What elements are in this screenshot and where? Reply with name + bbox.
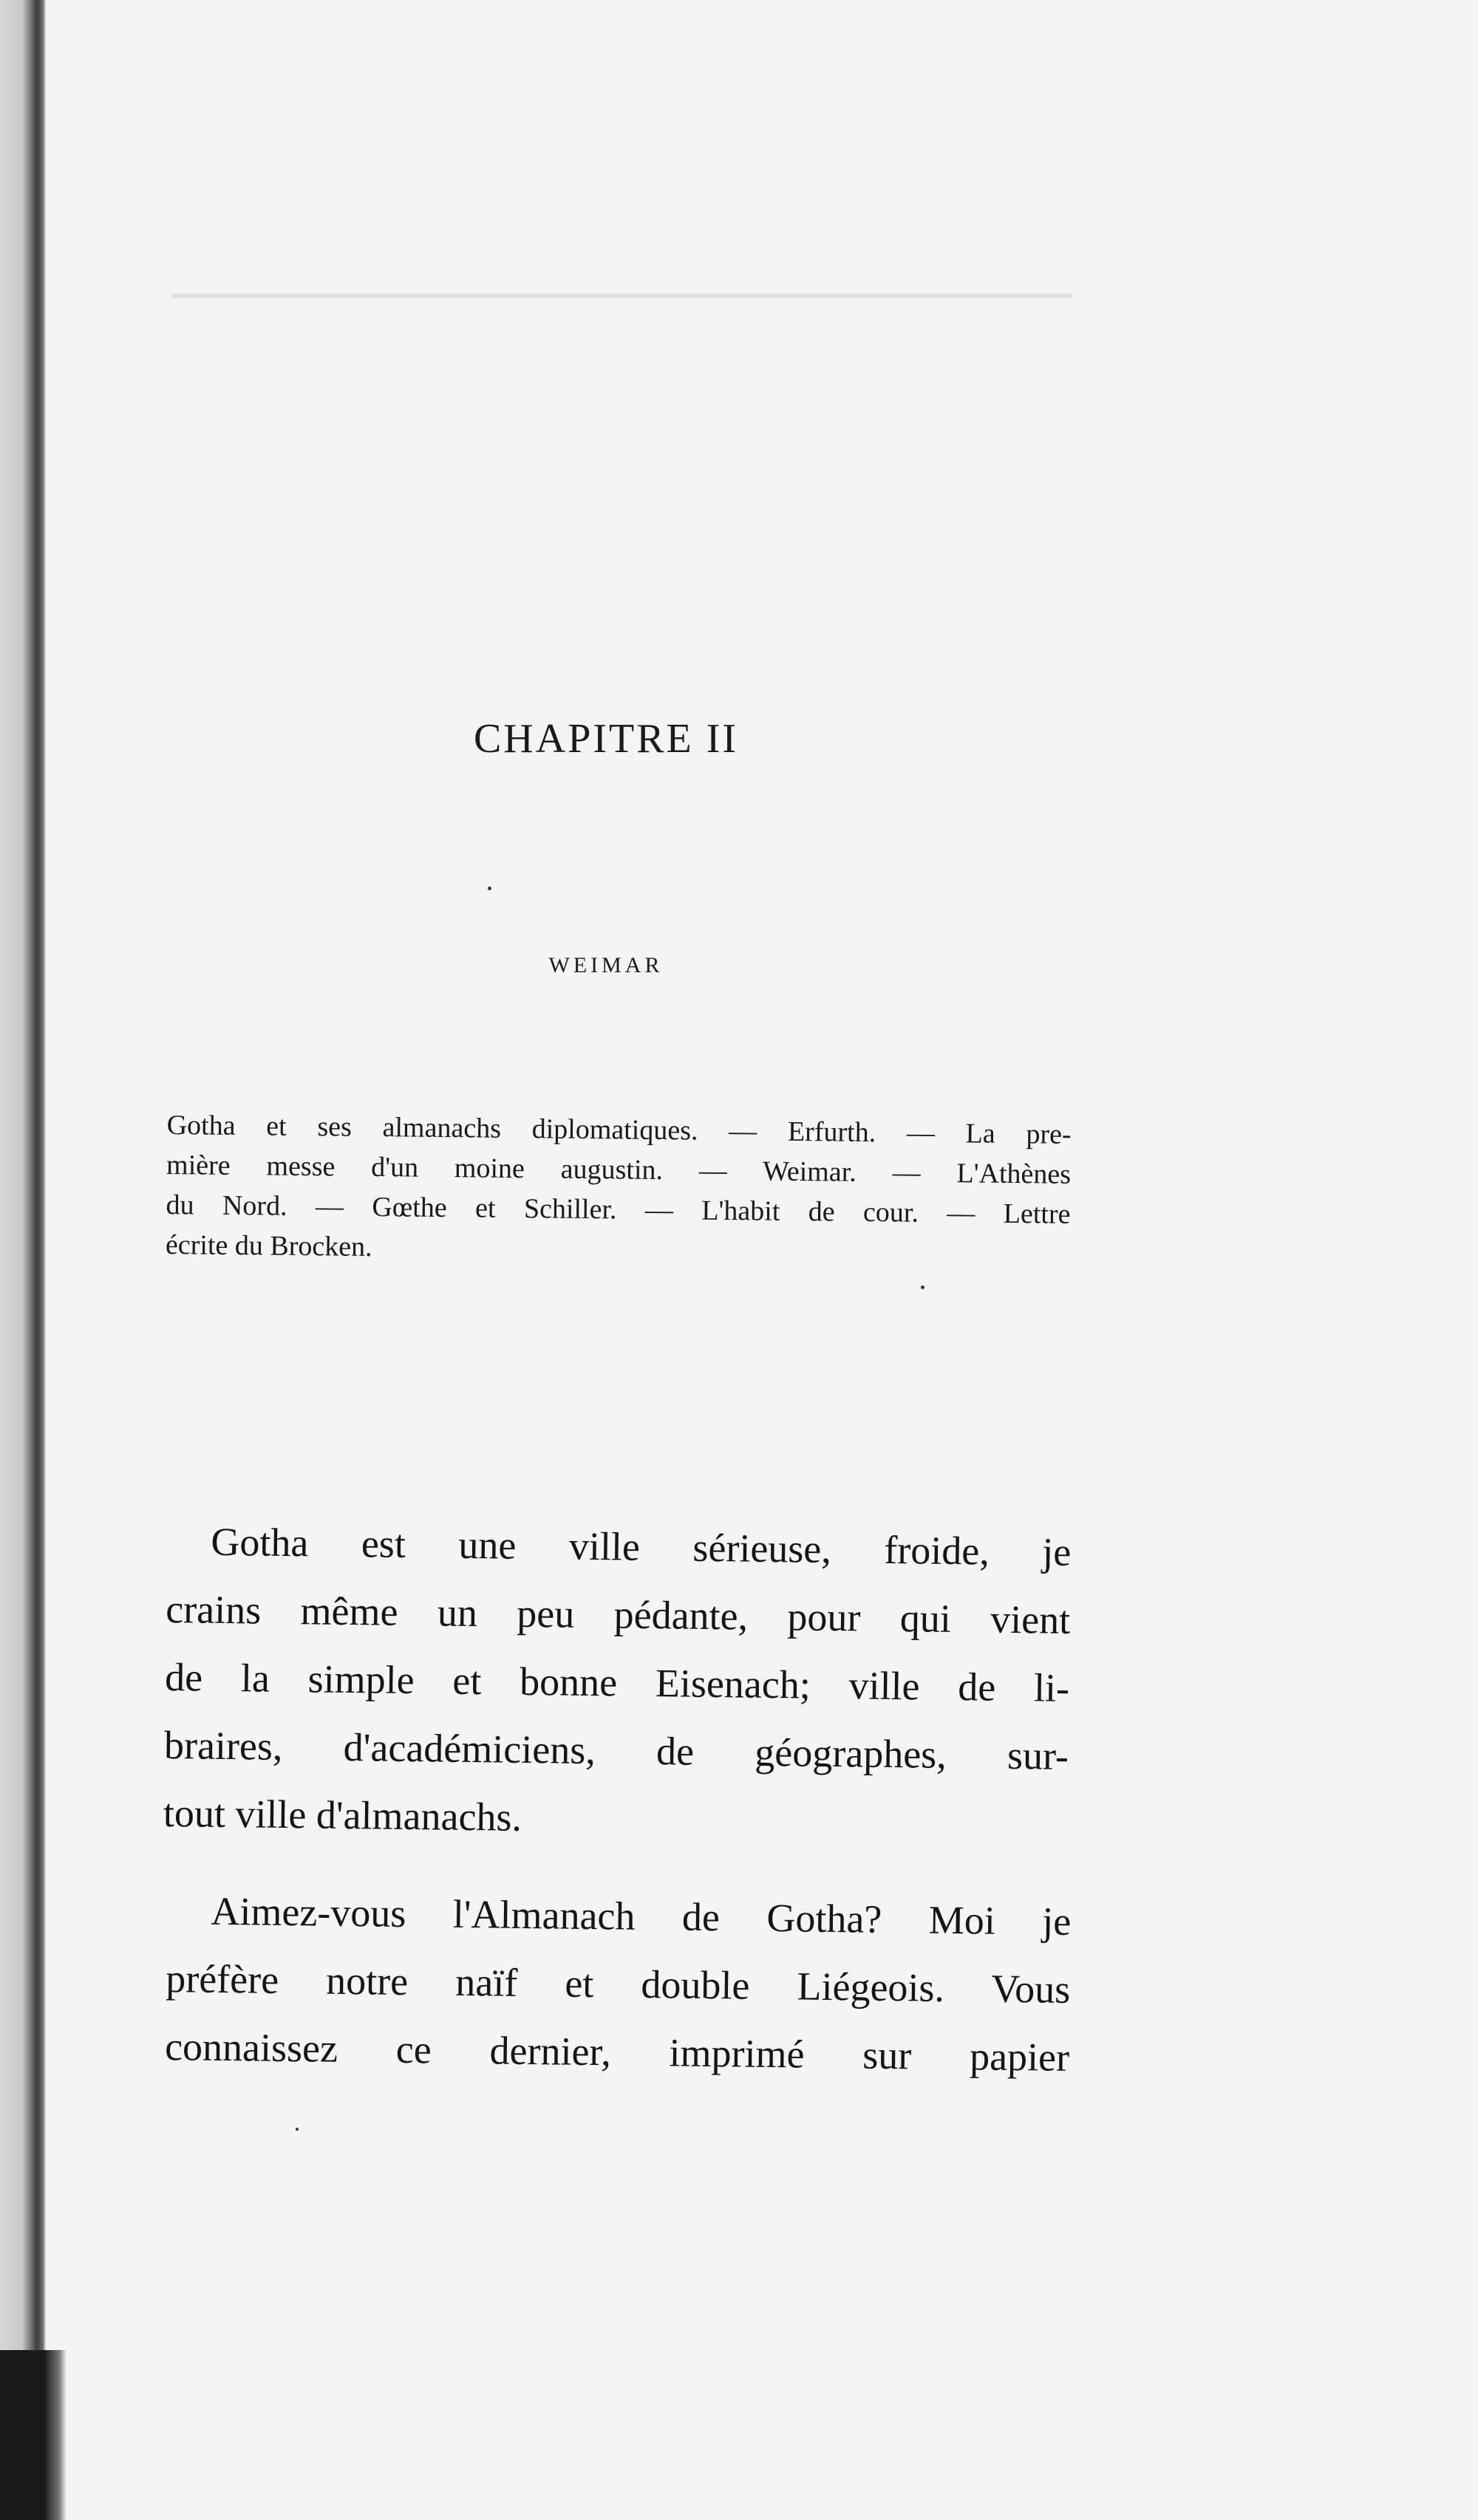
summary-line: du Nord. — Gœthe et Schiller. — L'habit de cour. — Lettre <box>166 1189 1071 1230</box>
paragraph-line: braires, d'académiciens, de géographes, sur- <box>163 1722 1069 1778</box>
paragraph-line: Aimez-vous l'Almanach de Gotha? Moi je <box>211 1888 1072 1944</box>
ink-speck <box>296 2128 299 2131</box>
paragraph-line: tout ville d'almanachs. <box>163 1790 522 1840</box>
summary-line: écrite du Brocken. <box>165 1229 372 1263</box>
paragraph-1 <box>163 1507 1072 1858</box>
summary-line: Gotha et ses almanachs diplomatiques. — Erfurth. — La pre- <box>166 1109 1072 1150</box>
paragraph-line: Gotha est une ville sérieuse, froide, je <box>211 1519 1072 1574</box>
chapter-summary <box>166 1105 1072 1274</box>
paragraph-line: de la simple et bonne Eisenach; ville de li- <box>164 1654 1070 1710</box>
book-binding-shadow <box>0 2350 67 2520</box>
paragraph-2 <box>165 1877 1072 2092</box>
ink-speck <box>921 1285 924 1289</box>
paragraph-line: crains même un peu pédante, pour qui vient <box>165 1586 1071 1642</box>
chapter-title: CHAPITRE II <box>473 716 739 762</box>
summary-line: mière messe d'un moine augustin. — Weimar. — L'Athènes <box>166 1149 1072 1190</box>
book-binding-edge <box>0 0 46 2520</box>
paragraph-line: connaissez ce dernier, imprimé sur papier <box>164 2024 1070 2080</box>
ink-speck <box>488 887 491 890</box>
bleed-through-text: ▔▔▔▔▔▔▔▔▔▔▔▔▔▔▔▔▔▔▔▔▔▔▔▔▔▔▔▔▔▔▔▔▔▔▔▔ <box>171 295 1072 331</box>
chapter-subtitle: WEIMAR <box>548 953 664 977</box>
paragraph-line: préfère notre naïf et double Liégeois. Vous <box>165 1956 1071 2012</box>
